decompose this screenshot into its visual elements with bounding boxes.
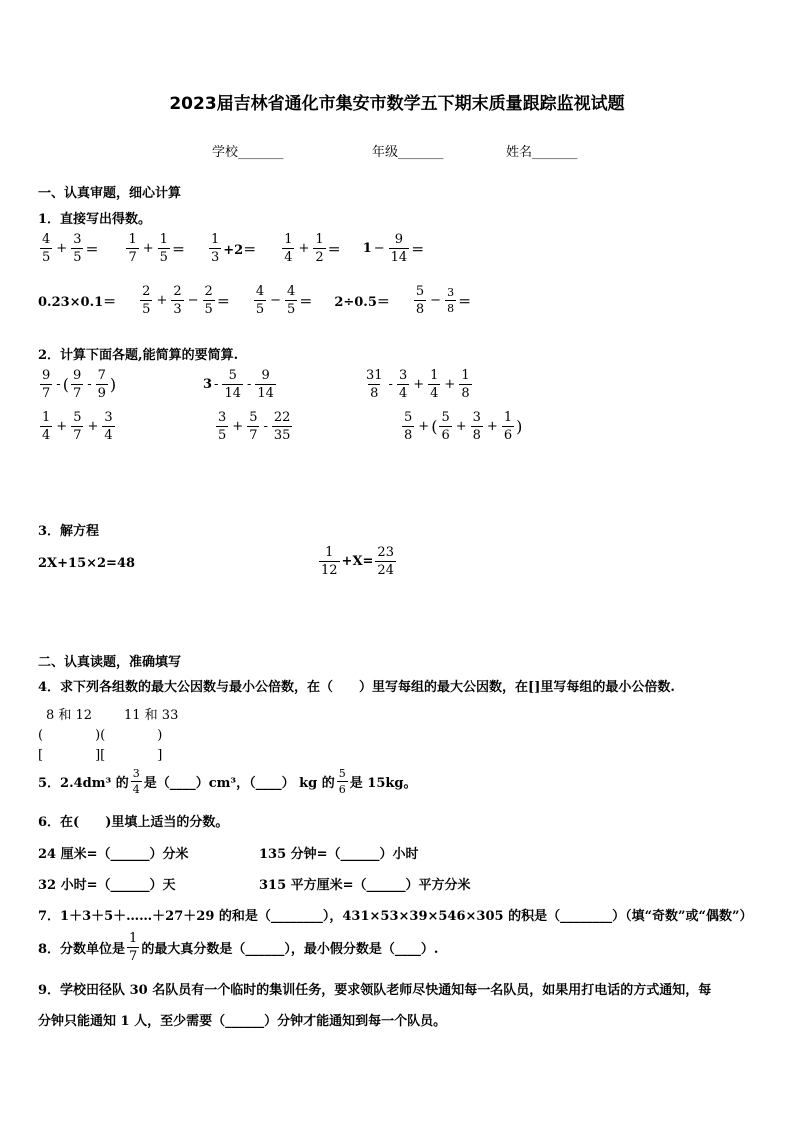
q2-expr-6: $\frac{5}{8}$ + ( $\frac{5}{6}$ + $\frac{3}{8}$ + $\frac{1}{6}$ ) (404, 410, 523, 443)
q7: 7．1＋3＋5＋……＋27＋29 的和是（________），431×53×39×546×305 的积是（________）（填“奇数”或“偶数”） (38, 909, 753, 924)
q9-line-1: 9．学校田径队 30 名队员有一个临时的集训任务，要求领队老师尽快通知每一名队员，如果用打电话的方式通知，每 (38, 983, 712, 998)
fraction: $\frac{1}{4}$ (284, 232, 293, 265)
fraction: $\frac{1}{4}$ (430, 368, 439, 401)
fraction: $\frac{1}{7}$ (129, 931, 138, 964)
fraction: $\frac{1}{7}$ (128, 232, 137, 265)
fraction: $\frac{1}{3}$ (210, 232, 220, 265)
fraction: $\frac{1}{6}$ (503, 410, 513, 443)
q4-group-2: 11 和 33 (124, 708, 179, 723)
q3-equation-2: $\frac{1}{12}$ +X= $\frac{23}{24}$ (321, 545, 394, 578)
q4-gcd-blanks: ( )( ) (38, 728, 163, 743)
fraction: $\frac{5}{8}$ (415, 284, 425, 317)
fraction: $\frac{3}{8}$ (447, 286, 455, 315)
fraction: $\frac{1}{8}$ (461, 368, 470, 401)
fraction: $\frac{9}{14}$ (257, 368, 274, 401)
fraction: $\frac{4}{5}$ (255, 284, 265, 317)
fraction: $\frac{1}{2}$ (315, 232, 324, 265)
fraction: $\frac{5}{7}$ (249, 410, 258, 443)
q4-lcm-blanks: [ ][ ] (38, 748, 163, 763)
fraction: $\frac{22}{35}$ (273, 410, 291, 443)
fraction: $\frac{3}{5}$ (73, 232, 82, 265)
fraction: $\frac{5}{7}$ (73, 410, 82, 443)
fraction: $\frac{3}{4}$ (132, 767, 140, 796)
fraction: $\frac{9}{7}$ (72, 368, 82, 401)
fraction: $\frac{9}{14}$ (390, 232, 408, 265)
q2-expr-3: $\frac{31}{8}$ - $\frac{3}{4}$ + $\frac{1}{4}$ + $\frac{1}{8}$ (366, 368, 470, 401)
q1-row-1: $\frac{4}{5}$ + $\frac{3}{5}$ ＝ $\frac{1}{7}$ + $\frac{1}{5}$ ＝ $\frac{1}{3}$ +2＝ $\frac{1}{4}$ + $\frac{1}{2}$ ＝ 1 − $\frac{9}{14}$ ＝ (42, 232, 425, 265)
fraction: $\frac{5}{6}$ (441, 410, 450, 443)
fraction: $\frac{3}{4}$ (104, 410, 113, 443)
q6-d: 315 平方厘米=（______）平方分米 (259, 878, 471, 893)
q6-label: 6．在( )里填上适当的分数。 (38, 815, 229, 830)
q4-text: 4．求下列各组数的最大公因数与最小公倍数，在（ ）里写每组的最大公因数，在[]里写每组的最小公倍数. (38, 680, 675, 695)
q3-label: 3．解方程 (38, 524, 100, 539)
fraction: $\frac{5}{14}$ (224, 368, 241, 401)
page-title: 2023届吉林省通化市集安市数学五下期末质量跟踪监视试题 (169, 94, 625, 114)
grade-field: 年级_______ (372, 145, 444, 160)
q8: 8．分数单位是 $\frac{1}{7}$ 的最大真分数是（______），最小假分数是（____）. (38, 931, 439, 964)
fraction: $\frac{1}{4}$ (42, 410, 51, 443)
fraction: $\frac{1}{5}$ (159, 232, 168, 265)
q6-a: 24 厘米=（______）分米 (38, 847, 189, 862)
q5: 5．2.4dm³ 的 $\frac{3}{4}$ 是（____）cm³，（____） kg 的 $\frac{5}{6}$ 是 15kg。 (38, 767, 417, 796)
fraction: $\frac{3}{5}$ (218, 410, 227, 443)
fraction: $\frac{5}{6}$ (338, 767, 346, 796)
q6-b: 135 分钟=（______）小时 (259, 847, 419, 862)
fraction: $\frac{2}{5}$ (204, 284, 213, 317)
q6-c: 32 小时=（______）天 (38, 878, 176, 893)
q2-expr-2: 3 - $\frac{5}{14}$ - $\frac{9}{14}$ (203, 368, 274, 401)
fraction: $\frac{4}{5}$ (42, 232, 51, 265)
q2-expr-1: $\frac{9}{7}$ - ( $\frac{9}{7}$ - $\frac{7}{9}$ ) (42, 368, 117, 401)
section-2-heading: 二、认真读题，准确填写 (38, 655, 182, 670)
fraction: $\frac{3}{8}$ (472, 410, 481, 443)
q1-row-2: 0.23×0.1＝ $\frac{2}{5}$ + $\frac{2}{3}$ − $\frac{2}{5}$ ＝ $\frac{4}{5}$ − $\frac{4}{5}$ ＝ 2÷0.5＝ $\frac{5}{8}$ − $\frac{3}{8}$ ＝ (38, 284, 472, 317)
fraction: $\frac{3}{4}$ (398, 368, 408, 401)
q2-expr-4: $\frac{1}{4}$ + $\frac{5}{7}$ + $\frac{3}{4}$ (42, 410, 113, 443)
fraction: $\frac{2}{3}$ (173, 284, 182, 317)
q2-expr-5: $\frac{3}{5}$ + $\frac{5}{7}$ - $\frac{22}{35}$ (218, 410, 291, 443)
q4-group-1: 8 和 12 (46, 708, 93, 723)
fraction: $\frac{1}{12}$ (321, 545, 338, 578)
fraction: $\frac{4}{5}$ (287, 284, 296, 317)
q1-label: 1．直接写出得数。 (38, 212, 152, 227)
fraction: $\frac{23}{24}$ (377, 545, 394, 578)
fraction: $\frac{2}{5}$ (142, 284, 151, 317)
fraction: $\frac{31}{8}$ (366, 368, 383, 401)
section-1-heading: 一、认真审题，细心计算 (38, 186, 182, 201)
q2-label: 2．计算下面各题,能简算的要简算. (38, 348, 239, 363)
q9-line-2: 分钟只能通知 1 人，至少需要（______）分钟才能通知到每一个队员。 (38, 1014, 447, 1029)
fraction: $\frac{5}{8}$ (404, 410, 413, 443)
name-field: 姓名_______ (506, 145, 578, 160)
school-field: 学校_______ (212, 145, 284, 160)
fraction: $\frac{9}{7}$ (42, 368, 51, 401)
fraction: $\frac{7}{9}$ (97, 368, 106, 401)
q3-equation-1: 2X+15×2=48 (38, 556, 136, 571)
